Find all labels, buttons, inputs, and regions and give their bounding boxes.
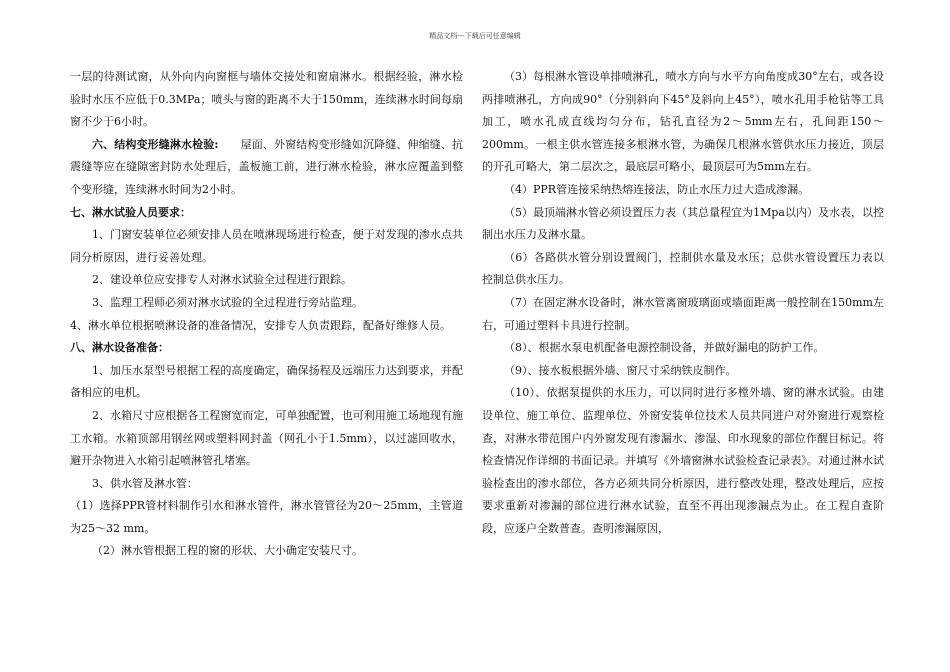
section-body: 屋面、外窗结构变形缝如沉降缝、伸缩缝、抗震缝等应在缝隙密封防水处理后，盖板施工前，进行淋水检验，淋水应覆盖到整个变形缝，连续淋水时间为2小时。 bbox=[70, 137, 464, 196]
paragraph: 一层的待测试窗，从外向内向窗框与墙体交接处和窗扇淋水。根据经验，淋水检验时水压不应低于0.3MPa；喷头与窗的距离不大于150mm，连续淋水时间每扇窗不少于6小时。 bbox=[70, 70, 463, 129]
section-heading: 八、淋水设备准备： bbox=[70, 341, 169, 355]
paragraph: （9）、接水板根据外墙、窗尺寸采纳铁皮制作。 bbox=[504, 363, 737, 377]
paragraph: 3、供水管及淋水管： bbox=[92, 476, 198, 490]
section-title: 六、结构变形缝淋水检验: bbox=[92, 137, 219, 151]
paragraph: 2、建设单位应安排专人对淋水试验全过程进行跟踪。 bbox=[92, 273, 352, 287]
paragraph: 3、监理工程师必须对淋水试验的全过程进行旁站监理。 bbox=[92, 295, 363, 309]
paragraph: （6）各路供水管分别设置阀门，控制供水量及水压；总供水管设置压力表以控制总供水压力。 bbox=[482, 250, 884, 287]
paragraph: （8）、根据水泵电机配备电源控制设备，并做好漏电的防护工作。 bbox=[504, 341, 825, 355]
paragraph: （1）选择PPR管材料制作引水和淋水管件，淋水管管径为20～25mm，主管道为25～32 mm。 bbox=[70, 499, 463, 535]
page-header: 精品文档---下载后可任意编辑 bbox=[429, 32, 521, 40]
paragraph: （10）、依据泵提供的水压力，可以同时进行多樘外墙、窗的淋水试验。由建设单位、施工单位、监理单位、外窗安装单位技术人员共同进户对外窗进行观察检查，对淋水带范围户内外窗发现有渗漏水、渗湿、印水现象的部位作醒目标记。将检查情况作详细的书面记录。并填写《外墙窗淋水试验检查记录表》。对通过淋水试验检查出的渗水部位，各方必须共同分析原因，进行整改处理，整改处理后，应按要求重新对渗漏的部位进行淋水试验，直至不再出现渗漏点为止。在工程自查阶段，应逐户全数普查。查明渗漏原因， bbox=[482, 386, 884, 535]
paragraph: 4、淋水单位根据喷淋设备的准备情况，安排专人负责跟踪，配备好维修人员。 bbox=[70, 318, 451, 332]
left-column bbox=[70, 66, 463, 563]
paragraph: （2）淋水管根据工程的窗的形状、大小确定安装尺寸。 bbox=[92, 544, 363, 558]
paragraph: （4）PPR管连接采纳热熔连接法，防止水压力过大造成渗漏。 bbox=[504, 182, 810, 196]
paragraph: （3）每根淋水管设单排喷淋孔，喷水方向与水平方向角度成30°左右，或各设两排喷淋孔，方向成90°（分别斜向下45°及斜向上45°），喷水孔用手枪钻等工具加工，喷水孔成直线均匀分布，钻孔直径为2～5mm左右，孔间距150～200mm。一根主供水管连接多根淋水管，为确保几根淋水管供水压力接近，顶层的开孔可略大，第二层次之，最底层可略小，最顶层可为5mm左右。 bbox=[482, 70, 884, 174]
right-column bbox=[482, 66, 884, 540]
paragraph-section-6 bbox=[70, 134, 463, 202]
paragraph: 1、加压水泵型号根据工程的高度确定，确保扬程及远端压力达到要求，并配备相应的电机。 bbox=[70, 363, 463, 400]
section-heading: 七、淋水试验人员要求： bbox=[70, 205, 191, 219]
paragraph: （5）最顶端淋水管必须设置压力表（其总量程宜为1Mpa以内）及水表，以控制出水压力及淋水量。 bbox=[482, 205, 884, 242]
paragraph: （7）在固定淋水设备时，淋水管离窗玻璃面或墙面距离一般控制在150mm左右，可通过塑料卡具进行控制。 bbox=[482, 295, 884, 332]
paragraph: 1、门窗安装单位必须安排人员在喷淋现场进行检查，便于对发现的渗水点共同分析原因，进行妥善处理。 bbox=[70, 228, 463, 264]
paragraph: 2、水箱尺寸应根据各工程窗宽而定，可单独配置，也可利用施工场地现有施工水箱。水箱顶部用钢丝网或塑料网封盖（网孔小于1.5mm），以过滤回收水，避开杂物进入水箱引起喷淋管孔堵塞。 bbox=[70, 408, 463, 468]
